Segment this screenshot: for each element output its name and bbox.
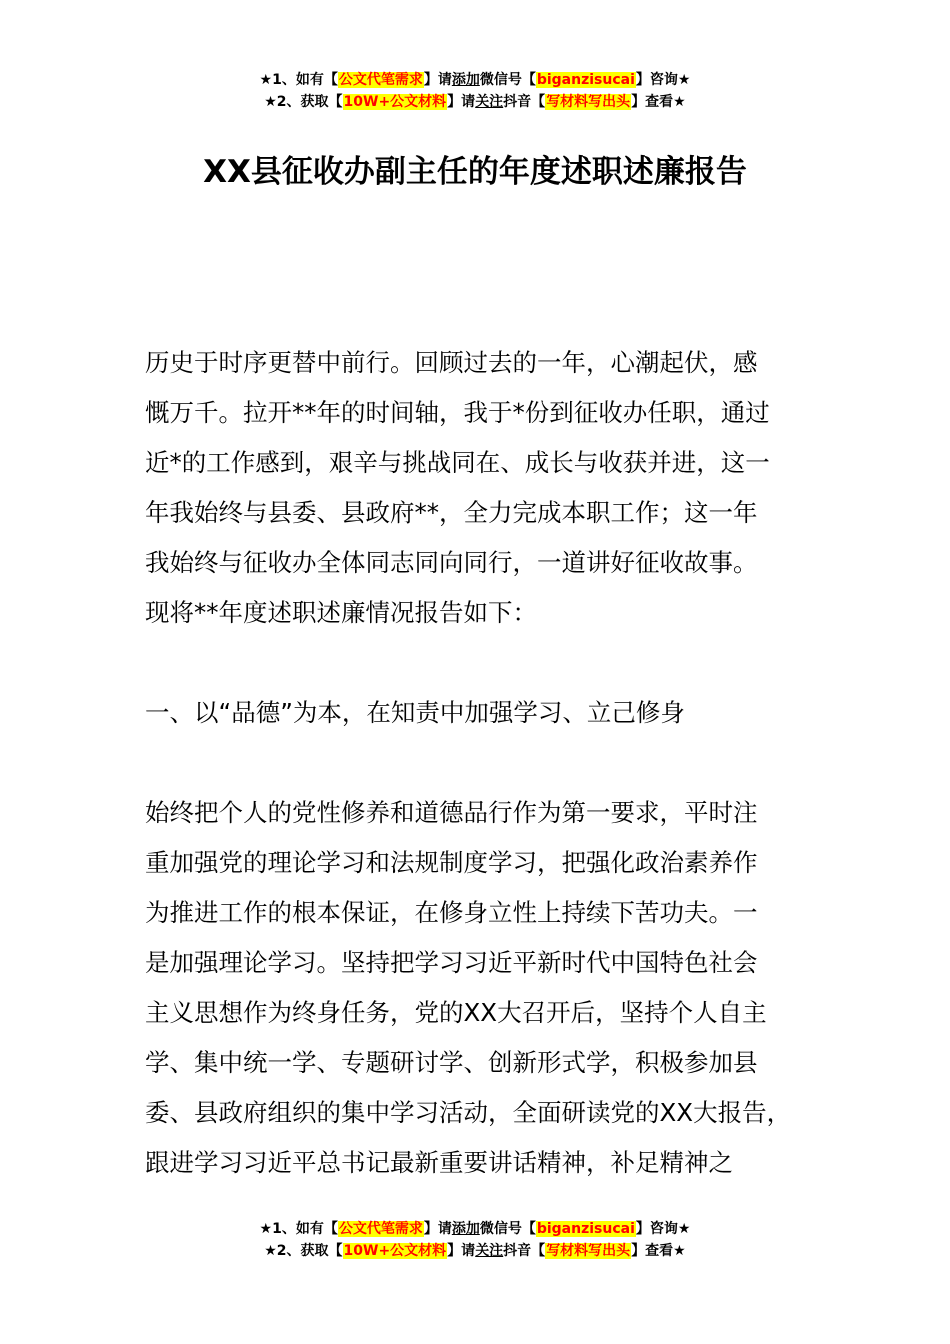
banner-text: 】查看★ xyxy=(631,94,686,110)
banner-line-1 xyxy=(0,69,950,91)
banner-highlight: 写材料写出头 xyxy=(546,1243,631,1259)
banner-text: 】请 xyxy=(447,94,476,110)
banner-text: 微信号【 xyxy=(479,1221,536,1237)
banner-highlight: 公文代笔需求 xyxy=(338,1221,423,1237)
blank-line xyxy=(145,638,835,688)
banner-underline: 添加 xyxy=(451,72,480,88)
banner-text: 抖音【 xyxy=(503,1243,546,1259)
document-title: XX县征收办副主任的年度述职述廉报告 xyxy=(203,154,747,190)
banner-text: ★1、如有【 xyxy=(259,1221,338,1237)
body-line: 跟进学习习近平总书记最新重要讲话精神，补足精神之 xyxy=(145,1148,733,1177)
banner-text: ★1、如有【 xyxy=(259,72,338,88)
body-line: 重加强党的理论学习和法规制度学习，把强化政治素养作 xyxy=(145,848,758,877)
body-line: 我始终与征收办全体同志同向同行，一道讲好征收故事。 xyxy=(145,548,758,577)
banner-underline: 关注 xyxy=(475,1243,504,1259)
banner-text: 】咨询★ xyxy=(635,72,691,88)
banner-line-1 xyxy=(0,1218,950,1240)
banner-text: 】咨询★ xyxy=(635,1221,691,1237)
body-line: 为推进工作的根本保证，在修身立性上持续下苦功夫。一 xyxy=(145,898,758,927)
banner-text: 抖音【 xyxy=(503,94,546,110)
document-body xyxy=(145,338,835,1188)
body-line: 学、集中统一学、专题研讨学、创新形式学，积极参加县 xyxy=(145,1048,758,1077)
banner-text: 】请 xyxy=(423,1221,452,1237)
header-banner xyxy=(0,69,950,113)
banner-underline: 添加 xyxy=(451,1221,480,1237)
banner-text: 】请 xyxy=(423,72,452,88)
banner-highlight: 10W+公文材料 xyxy=(343,1243,447,1259)
banner-highlight: 10W+公文材料 xyxy=(343,94,447,110)
body-line: 近*的工作感到，艰辛与挑战同在、成长与收获并进，这一 xyxy=(145,448,770,477)
banner-line-2 xyxy=(0,1240,950,1262)
banner-text: 】请 xyxy=(447,1243,476,1259)
banner-line-2 xyxy=(0,91,950,113)
body-line: 是加强理论学习。坚持把学习习近平新时代中国特色社会 xyxy=(145,948,758,977)
banner-text: ★2、获取【 xyxy=(264,94,343,110)
footer-banner xyxy=(0,1218,950,1262)
banner-text: 】查看★ xyxy=(631,1243,686,1259)
banner-underline: 关注 xyxy=(475,94,504,110)
body-line: 主义思想作为终身任务，党的XX大召开后，坚持个人自主 xyxy=(145,998,767,1027)
body-line: 现将**年度述职述廉情况报告如下： xyxy=(145,598,537,627)
blank-line xyxy=(145,738,835,788)
body-line: 历史于时序更替中前行。回顾过去的一年，心潮起伏，感 xyxy=(145,348,758,377)
body-line: 始终把个人的党性修养和道德品行作为第一要求，平时注 xyxy=(145,798,758,827)
banner-text: 微信号【 xyxy=(479,72,536,88)
body-line: 慨万千。拉开**年的时间轴，我于*份到征收办任职，通过 xyxy=(145,398,770,427)
body-line: 委、县政府组织的集中学习活动，全面研读党的XX大报告， xyxy=(145,1098,792,1127)
banner-highlight: 公文代笔需求 xyxy=(338,72,423,88)
section-heading: 一、以“品德”为本，在知责中加强学习、立己修身 xyxy=(145,698,685,727)
body-line: 年我始终与县委、县政府**，全力完成本职工作；这一年 xyxy=(145,498,758,527)
banner-highlight: 写材料写出头 xyxy=(546,94,631,110)
banner-highlight: biganzisucai xyxy=(536,1221,635,1237)
banner-text: ★2、获取【 xyxy=(264,1243,343,1259)
banner-highlight: biganzisucai xyxy=(536,72,635,88)
